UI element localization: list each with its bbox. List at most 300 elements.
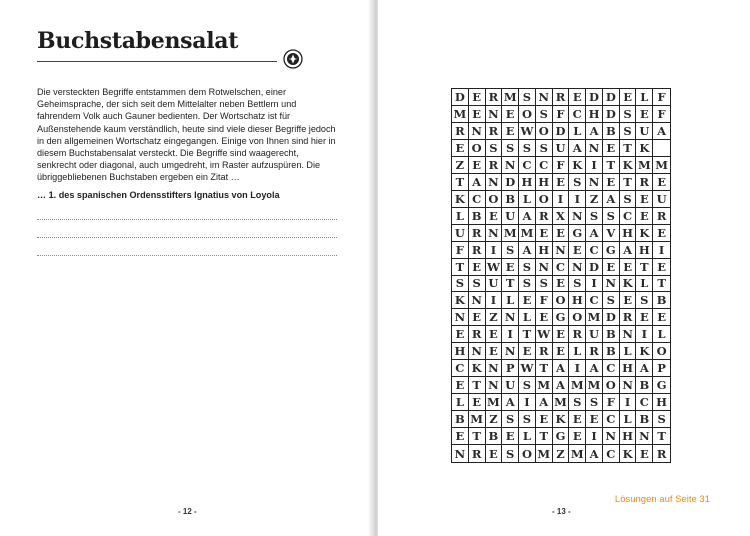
grid-cell: C xyxy=(469,191,486,208)
grid-cell: S xyxy=(486,140,503,157)
grid-cell: N xyxy=(636,428,653,445)
grid-cell: W xyxy=(519,123,536,140)
grid-cell: E xyxy=(519,343,536,360)
grid-cell: E xyxy=(569,242,586,259)
grid-cell: E xyxy=(586,411,603,428)
grid-cell: T xyxy=(536,428,553,445)
grid-cell: M xyxy=(519,225,536,242)
grid-cell: S xyxy=(536,106,553,123)
grid-cell: A xyxy=(586,225,603,242)
grid-cell: S xyxy=(536,276,553,293)
grid-cell: S xyxy=(452,276,469,293)
page-number: - 12 - xyxy=(178,507,197,516)
grid-cell: N xyxy=(620,377,637,394)
grid-cell: M xyxy=(653,157,670,174)
grid-cell: S xyxy=(519,89,536,106)
grid-cell: E xyxy=(486,208,503,225)
grid-cell: O xyxy=(569,309,586,326)
grid-cell: S xyxy=(603,292,620,309)
grid-cell: L xyxy=(620,343,637,360)
grid-cell: O xyxy=(519,445,536,462)
grid-cell: N xyxy=(452,309,469,326)
grid-cell: C xyxy=(636,394,653,411)
grid-cell: E xyxy=(502,259,519,276)
compass-badge-icon xyxy=(283,49,303,69)
grid-cell: N xyxy=(486,377,503,394)
intro-text: Die versteckten Begriffe entstammen dem Rotwelschen, einer Geheimsprache, der sich seit dem Mittelalter neben Bettlern und fahrendem Volk auch Gauner bedienten. Der Wortschatz ist für Außenstehende kaum verständlich, heute sind viele dieser Begriffe jedoch in den allgemeinen Wortschatz eingegangen. Einige von Ihnen sind hier in diesem Buchstabensalat versteckt. Die Begriffe sind waagerecht, senkrecht oder diagonal, auch umgedreht, im Raster aufzuspüren. Die übriggebliebenen Buchstaben ergeben ein Zitat … xyxy=(37,87,336,183)
grid-cell: T xyxy=(620,140,637,157)
grid-cell: S xyxy=(569,276,586,293)
grid-cell: F xyxy=(653,89,670,106)
grid-cell: S xyxy=(586,394,603,411)
grid-cell: E xyxy=(636,191,653,208)
grid-cell: N xyxy=(569,208,586,225)
grid-cell: A xyxy=(603,191,620,208)
grid-cell: U xyxy=(486,276,503,293)
grid-cell: D xyxy=(603,106,620,123)
grid-cell: Z xyxy=(486,309,503,326)
grid-cell: W xyxy=(536,326,553,343)
grid-cell: U xyxy=(653,191,670,208)
grid-cell: A xyxy=(586,123,603,140)
grid-cell: R xyxy=(486,89,503,106)
grid-cell: O xyxy=(653,343,670,360)
grid-cell: F xyxy=(553,157,570,174)
grid-cell: I xyxy=(586,157,603,174)
grid-cell: D xyxy=(586,89,603,106)
grid-cell: H xyxy=(636,242,653,259)
title-rule xyxy=(37,61,277,62)
grid-cell: E xyxy=(653,174,670,191)
grid-cell: E xyxy=(469,394,486,411)
grid-cell: E xyxy=(636,445,653,462)
grid-cell: I xyxy=(519,394,536,411)
grid-cell: N xyxy=(536,259,553,276)
grid-cell: K xyxy=(452,292,469,309)
grid-cell: N xyxy=(469,123,486,140)
grid-cell: M xyxy=(586,377,603,394)
grid-cell: S xyxy=(620,191,637,208)
grid-cell: E xyxy=(636,309,653,326)
grid-cell: R xyxy=(486,157,503,174)
grid-cell: M xyxy=(553,394,570,411)
grid-cell: K xyxy=(636,225,653,242)
grid-cell: F xyxy=(536,292,553,309)
grid-cell: E xyxy=(553,225,570,242)
grid-cell: E xyxy=(653,225,670,242)
grid-cell: G xyxy=(553,428,570,445)
grid-cell xyxy=(653,140,670,157)
grid-cell: E xyxy=(486,445,503,462)
grid-cell: A xyxy=(553,360,570,377)
grid-cell: K xyxy=(569,157,586,174)
grid-cell: M xyxy=(536,377,553,394)
grid-cell: S xyxy=(519,259,536,276)
grid-cell: I xyxy=(486,292,503,309)
grid-cell: B xyxy=(603,326,620,343)
grid-cell: B xyxy=(653,292,670,309)
grid-cell: I xyxy=(486,242,503,259)
grid-cell: S xyxy=(636,292,653,309)
grid-cell: A xyxy=(519,208,536,225)
grid-cell: T xyxy=(653,428,670,445)
grid-cell: D xyxy=(502,174,519,191)
grid-cell: T xyxy=(469,428,486,445)
grid-cell: E xyxy=(486,343,503,360)
grid-cell: N xyxy=(502,157,519,174)
grid-cell: P xyxy=(502,360,519,377)
grid-cell: E xyxy=(603,140,620,157)
grid-cell: F xyxy=(653,106,670,123)
grid-cell: B xyxy=(636,377,653,394)
grid-cell: R xyxy=(636,174,653,191)
grid-cell: A xyxy=(536,394,553,411)
grid-cell: F xyxy=(553,106,570,123)
grid-cell: N xyxy=(502,309,519,326)
grid-cell: H xyxy=(653,394,670,411)
grid-cell: R xyxy=(469,225,486,242)
grid-cell: A xyxy=(586,445,603,462)
grid-cell: I xyxy=(586,428,603,445)
grid-cell: H xyxy=(452,343,469,360)
letter-grid xyxy=(451,88,671,463)
grid-cell: E xyxy=(469,259,486,276)
grid-cell: D xyxy=(603,309,620,326)
grid-cell: M xyxy=(569,445,586,462)
grid-cell: O xyxy=(536,191,553,208)
question-text: … 1. des spanischen Ordensstifters Ignatius von Loyola xyxy=(37,190,280,200)
grid-cell: M xyxy=(469,411,486,428)
grid-cell: A xyxy=(653,123,670,140)
grid-cell: K xyxy=(620,157,637,174)
grid-cell: S xyxy=(620,106,637,123)
grid-cell: Z xyxy=(553,445,570,462)
grid-cell: C xyxy=(603,411,620,428)
grid-cell: N xyxy=(553,242,570,259)
grid-cell: E xyxy=(469,89,486,106)
grid-cell: K xyxy=(620,445,637,462)
grid-cell: L xyxy=(569,343,586,360)
grid-cell: B xyxy=(486,428,503,445)
grid-cell: R xyxy=(452,123,469,140)
grid-cell: C xyxy=(569,106,586,123)
grid-cell: T xyxy=(452,174,469,191)
grid-cell: S xyxy=(569,394,586,411)
grid-cell: H xyxy=(620,225,637,242)
grid-cell: I xyxy=(553,191,570,208)
page-title: Buchstabensalat xyxy=(37,28,239,54)
grid-cell: E xyxy=(452,326,469,343)
grid-cell: H xyxy=(536,242,553,259)
page-number: - 13 - xyxy=(552,507,571,516)
grid-cell: N xyxy=(452,445,469,462)
grid-cell: R xyxy=(469,326,486,343)
grid-cell: C xyxy=(519,157,536,174)
grid-cell: R xyxy=(656,446,667,461)
grid-cell: H xyxy=(586,106,603,123)
grid-cell: A xyxy=(469,174,486,191)
grid-cell: R xyxy=(536,208,553,225)
grid-cell: N xyxy=(469,343,486,360)
grid-cell: B xyxy=(636,411,653,428)
grid-cell: L xyxy=(519,191,536,208)
grid-cell: M xyxy=(502,89,519,106)
grid-cell: H xyxy=(620,360,637,377)
grid-cell: R xyxy=(469,445,486,462)
grid-cell: O xyxy=(469,140,486,157)
grid-cell: I xyxy=(569,360,586,377)
grid-cell: S xyxy=(569,174,586,191)
grid-cell: K xyxy=(469,360,486,377)
answer-line xyxy=(37,237,337,238)
grid-cell: U xyxy=(636,123,653,140)
grid-cell: B xyxy=(452,411,469,428)
grid-cell: X xyxy=(553,208,570,225)
grid-cell: E xyxy=(569,89,586,106)
grid-cell: V xyxy=(603,225,620,242)
grid-cell: A xyxy=(620,242,637,259)
grid-cell: E xyxy=(603,174,620,191)
grid-cell: S xyxy=(653,411,670,428)
grid-cell: I xyxy=(586,276,603,293)
grid-cell: O xyxy=(553,292,570,309)
grid-cell: E xyxy=(603,259,620,276)
grid-cell: S xyxy=(469,276,486,293)
grid-cell: N xyxy=(502,343,519,360)
grid-cell: N xyxy=(603,276,620,293)
grid-cell: S xyxy=(603,208,620,225)
grid-cell: O xyxy=(536,123,553,140)
grid-cell: R xyxy=(536,343,553,360)
grid-cell: L xyxy=(452,208,469,225)
grid-cell: E xyxy=(536,309,553,326)
grid-cell: S xyxy=(519,377,536,394)
grid-cell: L xyxy=(502,292,519,309)
grid-cell: C xyxy=(620,208,637,225)
grid-cell: S xyxy=(502,445,519,462)
grid-cell: M xyxy=(636,157,653,174)
grid-cell: C xyxy=(603,445,620,462)
grid-cell: R xyxy=(653,208,670,225)
grid-cell: S xyxy=(502,411,519,428)
grid-cell: P xyxy=(653,360,670,377)
grid-cell: E xyxy=(620,292,637,309)
grid-cell: R xyxy=(620,309,637,326)
grid-cell: E xyxy=(553,326,570,343)
grid-cell: N xyxy=(603,428,620,445)
grid-cell: N xyxy=(486,225,503,242)
grid-cell: L xyxy=(519,428,536,445)
grid-cell: N xyxy=(486,174,503,191)
grid-cell: A xyxy=(502,394,519,411)
grid-cell: T xyxy=(636,259,653,276)
grid-cell: T xyxy=(620,174,637,191)
grid-cell: K xyxy=(620,276,637,293)
grid-cell: L xyxy=(620,411,637,428)
grid-cell: C xyxy=(586,292,603,309)
grid-cell: E xyxy=(569,428,586,445)
grid-cell: U xyxy=(502,208,519,225)
grid-cell: I xyxy=(502,326,519,343)
grid-cell: T xyxy=(519,326,536,343)
grid-cell: K xyxy=(636,343,653,360)
grid-cell: G xyxy=(569,225,586,242)
grid-cell: E xyxy=(469,157,486,174)
grid-cell: R xyxy=(553,89,570,106)
grid-cell: L xyxy=(636,276,653,293)
grid-cell: R xyxy=(469,242,486,259)
grid-cell: U xyxy=(553,140,570,157)
grid-cell: T xyxy=(452,259,469,276)
grid-cell: L xyxy=(653,326,670,343)
grid-cell: E xyxy=(452,140,469,157)
grid-cell: S xyxy=(519,411,536,428)
grid-cell: O xyxy=(486,191,503,208)
grid-cell: I xyxy=(636,326,653,343)
grid-cell: S xyxy=(502,242,519,259)
grid-cell: A xyxy=(569,140,586,157)
grid-cell: A xyxy=(636,360,653,377)
grid-cell: A xyxy=(553,377,570,394)
grid-cell: G xyxy=(653,377,670,394)
grid-cell: E xyxy=(620,259,637,276)
grid-cell: T xyxy=(603,157,620,174)
grid-cell: M xyxy=(502,225,519,242)
grid-cell: C xyxy=(603,360,620,377)
grid-cell: G xyxy=(603,242,620,259)
grid-cell: L xyxy=(452,394,469,411)
grid-cell: E xyxy=(536,225,553,242)
grid-cell: L xyxy=(636,89,653,106)
grid-cell: S xyxy=(519,140,536,157)
grid-cell: T xyxy=(653,276,670,293)
answer-line xyxy=(37,255,337,256)
grid-cell: B xyxy=(469,208,486,225)
grid-cell: C xyxy=(553,259,570,276)
grid-cell: E xyxy=(469,309,486,326)
grid-cell: N xyxy=(586,174,603,191)
grid-cell: S xyxy=(502,140,519,157)
grid-cell: U xyxy=(502,377,519,394)
grid-cell: O xyxy=(519,106,536,123)
grid-cell: S xyxy=(519,276,536,293)
grid-cell: E xyxy=(502,428,519,445)
grid-cell: H xyxy=(569,292,586,309)
grid-cell: O xyxy=(603,377,620,394)
grid-cell: D xyxy=(603,89,620,106)
grid-cell: I xyxy=(653,242,670,259)
grid-cell: H xyxy=(536,174,553,191)
grid-cell: A xyxy=(586,360,603,377)
grid-cell: E xyxy=(502,123,519,140)
grid-cell: N xyxy=(469,292,486,309)
grid-cell: S xyxy=(586,208,603,225)
grid-cell: M xyxy=(486,394,503,411)
grid-cell: L xyxy=(519,309,536,326)
answer-line xyxy=(37,219,337,220)
grid-cell: E xyxy=(620,89,637,106)
grid-cell: R xyxy=(569,326,586,343)
grid-cell: D xyxy=(586,259,603,276)
grid-cell: U xyxy=(586,326,603,343)
grid-cell: F xyxy=(452,242,469,259)
grid-cell: F xyxy=(603,394,620,411)
grid-cell: B xyxy=(603,343,620,360)
grid-cell: E xyxy=(536,411,553,428)
grid-cell: E xyxy=(636,208,653,225)
grid-cell: B xyxy=(603,123,620,140)
grid-cell: T xyxy=(469,377,486,394)
grid-cell: B xyxy=(502,191,519,208)
grid-cell: K xyxy=(636,140,653,157)
grid-cell: N xyxy=(620,326,637,343)
grid-cell: C xyxy=(586,242,603,259)
grid-cell: W xyxy=(486,259,503,276)
grid-cell: S xyxy=(620,123,637,140)
grid-cell: I xyxy=(569,191,586,208)
grid-cell: N xyxy=(486,360,503,377)
grid-cell: R xyxy=(486,123,503,140)
grid-cell: N xyxy=(536,89,553,106)
grid-cell: E xyxy=(519,292,536,309)
grid-cell: Z xyxy=(452,157,469,174)
grid-cell: N xyxy=(569,259,586,276)
grid-cell: K xyxy=(452,191,469,208)
grid-cell: D xyxy=(452,89,469,106)
grid-cell: G xyxy=(553,309,570,326)
grid-cell: M xyxy=(586,309,603,326)
grid-cell: E xyxy=(502,106,519,123)
grid-cell: S xyxy=(536,140,553,157)
grid-cell: N xyxy=(486,106,503,123)
grid-cell: T xyxy=(536,360,553,377)
grid-cell: Z xyxy=(586,191,603,208)
grid-cell: E xyxy=(452,377,469,394)
grid-cell: C xyxy=(536,157,553,174)
grid-cell: U xyxy=(452,225,469,242)
grid-cell: K xyxy=(553,411,570,428)
grid-cell: E xyxy=(569,411,586,428)
grid-cell: R xyxy=(586,343,603,360)
grid-cell: E xyxy=(653,309,670,326)
grid-cell: E xyxy=(486,326,503,343)
grid-cell: A xyxy=(519,242,536,259)
left-page xyxy=(0,0,372,536)
grid-cell: E xyxy=(469,106,486,123)
grid-cell: C xyxy=(452,360,469,377)
grid-cell: E xyxy=(553,276,570,293)
grid-cell: E xyxy=(553,343,570,360)
grid-cell: N xyxy=(586,140,603,157)
grid-cell: H xyxy=(620,428,637,445)
grid-cell: I xyxy=(620,394,637,411)
grid-cell: Z xyxy=(486,411,503,428)
grid-cell: M xyxy=(569,377,586,394)
grid-cell: H xyxy=(519,174,536,191)
grid-cell: D xyxy=(553,123,570,140)
right-page xyxy=(378,0,750,536)
grid-cell: T xyxy=(502,276,519,293)
grid-cell: L xyxy=(569,123,586,140)
solutions-note: Lösungen auf Seite 31 xyxy=(614,494,710,505)
grid-cell: E xyxy=(452,428,469,445)
grid-cell: E xyxy=(636,106,653,123)
grid-cell: M xyxy=(536,445,553,462)
grid-cell: E xyxy=(553,174,570,191)
grid-cell: E xyxy=(653,259,670,276)
grid-cell: W xyxy=(519,360,536,377)
grid-cell: M xyxy=(452,106,469,123)
